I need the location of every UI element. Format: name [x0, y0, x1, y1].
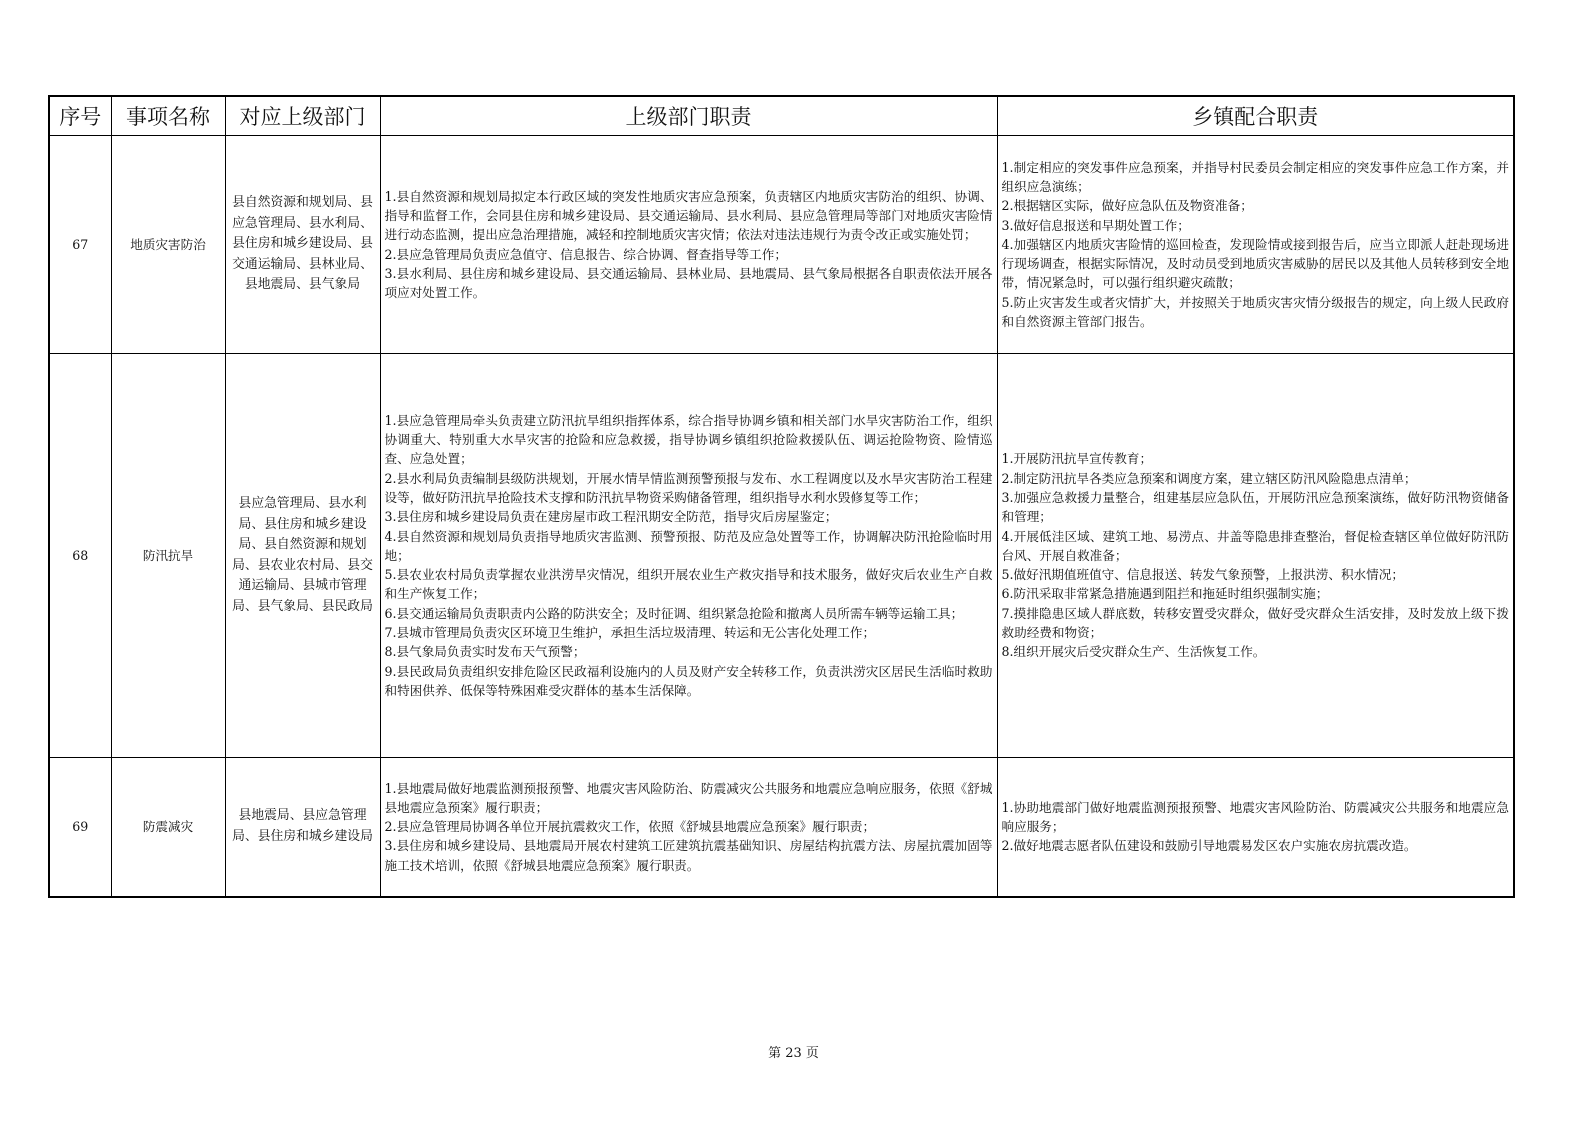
row-town-duties [997, 136, 1514, 354]
duty-item: 1.县自然资源和规划局拟定本行政区域的突发性地质灾害应急预案，负责辖区内地质灾害防治的组织、协调、指导和监督工作，会同县住房和城乡建设局、县交通运输局、县水利局、县应急管理局等部门对地质灾害险情进行动态监测，提出应急治理措施，减轻和控制地质灾害灾情；依法对违法违规行为责令改正或实施处罚； [384, 188, 993, 243]
duty-item: 4.开展低洼区域、建筑工地、易涝点、井盖等隐患排查整治，督促检查辖区单位做好防汛防台风、开展自救准备； [1001, 528, 1509, 563]
duty-item: 1.制定相应的突发事件应急预案，并指导村民委员会制定相应的突发事件应急工作方案，并组织应急演练； [1001, 159, 1509, 194]
duty-item: 6.防汛采取非常紧急措施遇到阻拦和拖延时组织强制实施； [1001, 586, 1329, 602]
duty-item: 3.县住房和城乡建设局、县地震局开展农村建筑工匠建筑抗震基础知识、房屋结构抗震方法、房屋抗震加固等施工技术培训，依照《舒城县地震应急预案》履行职责。 [384, 838, 993, 873]
table-row [49, 136, 1514, 354]
duty-item: 1.开展防汛抗旱宣传教育； [1001, 451, 1153, 467]
header-dept: 对应上级部门 [225, 96, 380, 136]
table-row [49, 354, 1514, 758]
page-number: 第 23 页 [768, 1046, 819, 1061]
duty-item: 1.县地震局做好地震监测预报预警、地震灾害风险防治、防震减灾公共服务和地震应急响应服务，依照《舒城县地震应急预案》履行职责； [384, 780, 993, 815]
row-no: 67 [49, 136, 111, 354]
row-dept: 县地震局、县应急管理局、县住房和城乡建设局 [225, 758, 380, 897]
duty-item: 3.县水利局、县住房和城乡建设局、县交通运输局、县林业局、县地震局、县气象局根据各自职责依法开展各项应对处置工作。 [384, 265, 993, 301]
duty-item: 2.做好地震志愿者队伍建设和鼓励引导地震易发区农户实施农房抗震改造。 [1001, 838, 1417, 854]
responsibility-table [48, 95, 1515, 898]
duty-item: 5.做好汛期值班值守、信息报送、转发气象预警，上报洪涝、积水情况； [1001, 567, 1404, 583]
row-town-duties [997, 354, 1514, 758]
duty-item: 7.县城市管理局负责灾区环境卫生维护，承担生活垃圾清理、转运和无公害化处理工作； [384, 625, 876, 641]
duty-item: 2.县应急管理局负责应急值守、信息报告、综合协调、督查指导等工作； [384, 246, 787, 262]
duty-item: 2.县应急管理局协调各单位开展抗震救灾工作，依照《舒城县地震应急预案》履行职责； [384, 819, 876, 835]
row-town-duties [997, 758, 1514, 897]
duty-item: 3.加强应急救援力量整合，组建基层应急队伍，开展防汛应急预案演练，做好防汛物资储备和管理； [1001, 489, 1509, 525]
row-name: 防汛抗旱 [111, 354, 225, 758]
duty-item: 1.协助地震部门做好地震监测预报预警、地震灾害风险防治、防震减灾公共服务和地震应急响应服务； [1001, 799, 1509, 835]
row-dept: 县自然资源和规划局、县应急管理局、县水利局、县住房和城乡建设局、县交通运输局、县林业局、县地震局、县气象局 [225, 136, 380, 354]
duty-item: 5.防止灾害发生或者灾情扩大，并按照关于地质灾害灾情分级报告的规定，向上级人民政府和自然资源主管部门报告。 [1001, 294, 1509, 330]
duty-item: 8.组织开展灾后受灾群众生产、生活恢复工作。 [1001, 644, 1266, 660]
duty-item: 2.县水利局负责编制县级防洪规划，开展水情旱情监测预警预报与发布、水工程调度以及水旱灾害防治工程建设等，做好防汛抗旱抢险技术支撑和防汛抗旱物资采购储备管理，组织指导水利水毁修复等工作； [384, 470, 993, 505]
header-town-duties: 乡镇配合职责 [997, 96, 1514, 136]
table-row [49, 758, 1514, 897]
table-header-row [49, 96, 1514, 136]
duty-item: 2.根据辖区实际，做好应急队伍及物资准备； [1001, 198, 1253, 214]
row-dept: 县应急管理局、县水利局、县住房和城乡建设局、县自然资源和规划局、县农业农村局、县交通运输局、县城市管理局、县气象局、县民政局 [225, 354, 380, 758]
duty-item: 7.摸排隐患区域人群底数，转移安置受灾群众，做好受灾群众生活安排，及时发放上级下拨救助经费和物资； [1001, 605, 1509, 641]
duty-item: 5.县农业农村局负责掌握农业洪涝旱灾情况，组织开展农业生产救灾指导和技术服务，做好灾后农业生产自救和生产恢复工作； [384, 567, 993, 602]
duty-item: 3.做好信息报送和早期处置工作； [1001, 217, 1190, 233]
duty-item: 2.制定防汛抗旱各类应急预案和调度方案，建立辖区防汛风险隐患点清单； [1001, 470, 1417, 486]
row-name: 地质灾害防治 [111, 136, 225, 354]
duty-item: 1.县应急管理局牵头负责建立防汛抗旱组织指挥体系，综合指导协调乡镇和相关部门水旱灾害防治工作，组织协调重大、特别重大水旱灾害的抢险和应急救援，指导协调乡镇组织抢险救援队伍、调运抢险物资、险情巡查、应急处置； [384, 412, 993, 467]
row-no: 68 [49, 354, 111, 758]
header-item-name: 事项名称 [111, 96, 225, 136]
duty-item: 6.县交通运输局负责职责内公路的防洪安全；及时征调、组织紧急抢险和撤离人员所需车辆等运输工具； [384, 605, 964, 621]
duty-item: 4.加强辖区内地质灾害险情的巡回检查，发现险情或接到报告后，应当立即派人赶赴现场进行现场调查，根据实际情况，及时动员受到地质灾害威胁的居民以及其他人员转移到安全地带，情况紧急时，可以强行组织避灾疏散； [1001, 236, 1509, 291]
header-upper-duties: 上级部门职责 [380, 96, 997, 136]
row-upper-duties [380, 758, 997, 897]
duty-item: 3.县住房和城乡建设局负责在建房屋市政工程汛期安全防范，指导灾后房屋鉴定； [384, 509, 838, 525]
duty-item: 4.县自然资源和规划局负责指导地质灾害监测、预警预报、防范及应急处置等工作，协调解决防汛抢险临时用地； [384, 528, 993, 563]
duty-item: 9.县民政局负责组织安排危险区民政福利设施内的人员及财产安全转移工作，负责洪涝灾区居民生活临时救助和特困供养、低保等特殊困难受灾群体的基本生活保障。 [384, 663, 993, 698]
duty-item: 8.县气象局负责实时发布天气预警； [384, 644, 586, 660]
row-no: 69 [49, 758, 111, 897]
row-upper-duties [380, 354, 997, 758]
row-upper-duties [380, 136, 997, 354]
row-name: 防震减灾 [111, 758, 225, 897]
header-no: 序号 [49, 96, 111, 136]
